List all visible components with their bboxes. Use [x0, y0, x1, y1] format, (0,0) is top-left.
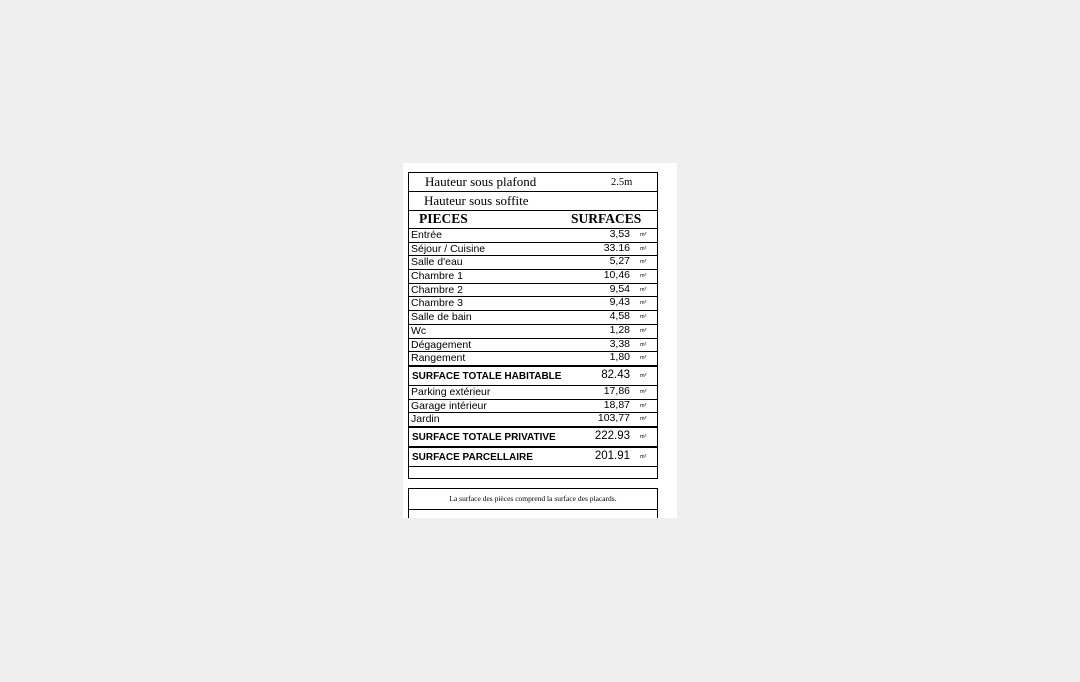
table-row	[409, 311, 657, 325]
unit-label: m²	[640, 355, 647, 362]
unit-label: m²	[640, 433, 647, 440]
room-surface: 10,46	[603, 269, 630, 282]
table-row	[409, 400, 657, 414]
unit-label: m²	[640, 232, 647, 238]
total-parcel-value: 201.91	[594, 449, 630, 462]
unit-label: m²	[640, 314, 647, 321]
unit-label: m²	[640, 245, 647, 252]
table-row	[409, 339, 657, 353]
exterior-name: Jardin	[411, 413, 440, 426]
exterior-name: Garage intérieur	[411, 399, 487, 412]
table-row	[409, 386, 657, 400]
table-row	[409, 243, 657, 257]
room-name: Chambre 3	[411, 297, 463, 310]
unit-label: m²	[640, 273, 647, 280]
room-name: Salle d'eau	[411, 256, 463, 269]
room-name: Wc	[411, 324, 427, 337]
document-sheet	[403, 163, 677, 518]
table-row	[409, 413, 657, 427]
total-private-row	[409, 427, 657, 447]
ceiling-height-value: 2.5m	[611, 177, 633, 188]
table-row	[409, 297, 657, 311]
room-name: Dégagement	[411, 338, 472, 351]
closet-note: La surface des pièces comprend la surface des placards.	[408, 488, 658, 510]
unit-label: m²	[640, 286, 647, 293]
exterior-name: Parking extérieur	[411, 385, 491, 398]
room-name: Rangement	[411, 352, 466, 365]
room-name: Séjour / Cuisine	[411, 242, 486, 255]
room-surface: 9,43	[609, 296, 630, 309]
surfaces-column-header: SURFACES	[571, 211, 642, 226]
unit-label: m²	[640, 341, 647, 348]
unit-label: m²	[640, 416, 647, 423]
total-parcel-label: SURFACE PARCELLAIRE	[412, 451, 533, 463]
surface-table	[408, 172, 658, 479]
soffit-height-row	[409, 192, 657, 211]
room-surface: 9,54	[609, 282, 630, 295]
room-surface: 4,58	[609, 310, 630, 323]
exterior-surface: 17,86	[603, 384, 630, 397]
table-row	[409, 270, 657, 284]
total-habitable-row	[409, 366, 657, 386]
table-row	[409, 352, 657, 366]
total-habitable-value: 82.43	[601, 368, 630, 381]
room-name: Entrée	[411, 229, 442, 241]
room-surface: 3,38	[609, 337, 630, 350]
rooms-column-header: PIECES	[419, 211, 468, 226]
exterior-surface: 103,77	[597, 412, 630, 425]
table-row	[409, 256, 657, 270]
room-surface: 5,27	[609, 255, 630, 268]
room-name: Chambre 2	[411, 283, 463, 296]
unit-label: m²	[640, 259, 647, 266]
unit-label: m²	[640, 372, 647, 379]
room-surface: 1,28	[609, 323, 630, 336]
total-private-label: SURFACE TOTALE PRIVATIVE	[412, 431, 556, 443]
soffit-height-label: Hauteur sous soffite	[424, 193, 529, 208]
unit-label: m²	[640, 388, 647, 395]
unit-label: m²	[640, 402, 647, 409]
ceiling-height-row	[409, 173, 657, 192]
ceiling-height-label: Hauteur sous plafond	[425, 174, 537, 189]
room-name: Chambre 1	[411, 270, 463, 283]
table-row	[409, 325, 657, 339]
room-surface: 1,80	[609, 351, 630, 364]
room-surface: 33.16	[603, 241, 630, 254]
unit-label: m²	[640, 300, 647, 307]
total-private-value: 222.93	[594, 429, 630, 442]
room-name: Salle de bain	[411, 311, 472, 324]
room-surface: 3,53	[609, 228, 630, 240]
table-header-row	[409, 211, 657, 229]
exterior-surface: 18,87	[603, 398, 630, 411]
empty-row	[409, 467, 657, 478]
total-habitable-label: SURFACE TOTALE HABITABLE	[412, 370, 562, 382]
table-row	[409, 229, 657, 243]
table-row	[409, 284, 657, 298]
total-parcel-row	[409, 447, 657, 467]
unit-label: m²	[640, 453, 647, 460]
unit-label: m²	[640, 327, 647, 334]
empty-table-edge	[408, 509, 658, 518]
